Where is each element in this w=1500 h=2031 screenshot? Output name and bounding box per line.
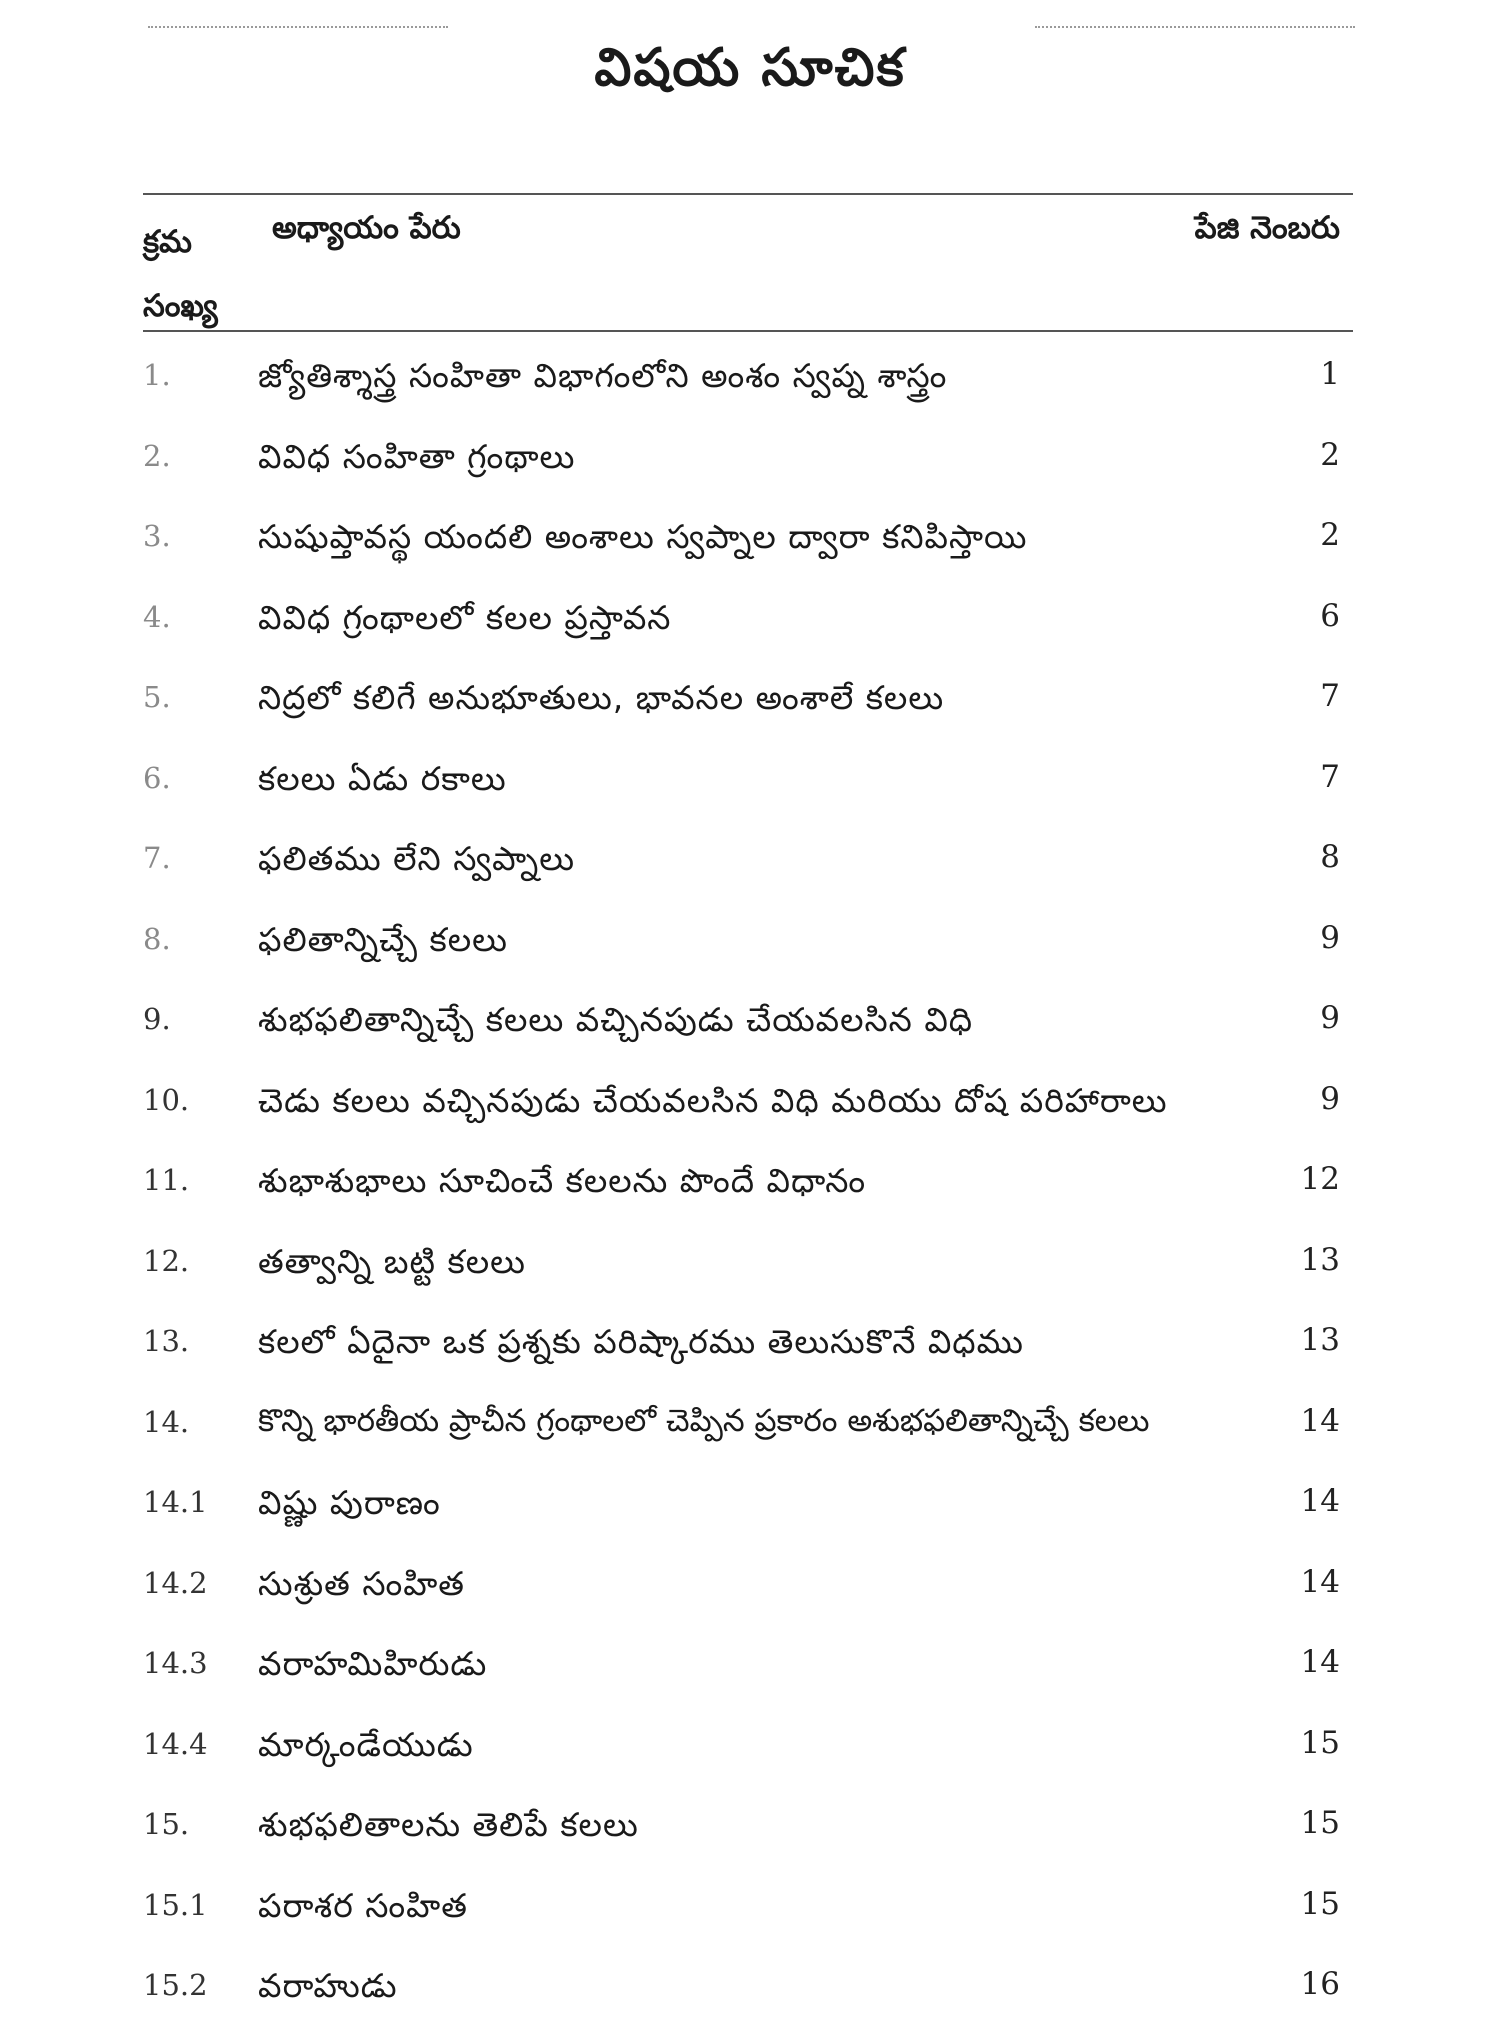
toc-number: 7.: [143, 841, 171, 875]
toc-title: శుభఫలితాన్నిచ్చే కలలు వచ్చినపుడు చేయవలసిన విధి: [258, 1000, 974, 1039]
toc-page: 9: [1320, 919, 1340, 956]
toc-number: 10.: [143, 1082, 190, 1117]
toc-page: 9: [1320, 1080, 1340, 1117]
toc-number: 12.: [143, 1243, 190, 1278]
toc-title: వరాహమిహిరుడు: [258, 1644, 488, 1683]
toc-title: సుషుప్తావస్థ యందలి అంశాలు స్వప్నాల ద్వారా కనిపిస్తాయి: [258, 517, 1028, 556]
toc-page: 6: [1320, 597, 1340, 634]
toc-row: [0, 1145, 1500, 1226]
toc-number: 14.: [143, 1404, 190, 1439]
toc-number: 1.: [143, 358, 171, 392]
toc-page: 13: [1300, 1322, 1340, 1358]
chapter-name-header: అధ్యాయం పేరు: [272, 210, 461, 246]
toc-page: 15: [1300, 1805, 1340, 1841]
toc-row: [0, 1306, 1500, 1387]
toc-title: విష్ణు పురాణం: [258, 1483, 441, 1522]
toc-number: 6.: [143, 760, 171, 795]
page-number-header: పేజి నెంబరు: [1194, 210, 1340, 246]
table-of-contents: [0, 340, 1500, 2031]
serial-number-header: [143, 210, 233, 338]
toc-row: [0, 1387, 1500, 1468]
toc-title: సుశ్రుత సంహిత: [258, 1563, 465, 1603]
toc-page: 9: [1320, 1000, 1340, 1036]
toc-row: [0, 1226, 1500, 1307]
toc-row: [0, 582, 1500, 663]
table-top-rule: [143, 193, 1353, 195]
header-dotted-line-right: [1035, 26, 1355, 28]
toc-number: 15.: [143, 1807, 190, 1841]
toc-row: [0, 823, 1500, 904]
toc-title: నిద్రలో కలిగే అనుభూతులు, భావనల అంశాలే కలలు: [258, 678, 945, 717]
toc-page: 13: [1300, 1241, 1340, 1278]
toc-row: [0, 1870, 1500, 1951]
toc-number: 14.2: [143, 1565, 208, 1600]
toc-title: వివిధ సంహితా గ్రంథాలు: [258, 436, 576, 476]
toc-title: ఫలితము లేని స్వప్నాలు: [258, 839, 576, 878]
toc-row: [0, 1709, 1500, 1790]
toc-page: 7: [1320, 678, 1340, 714]
table-header-rule: [143, 330, 1353, 332]
toc-page: 8: [1320, 839, 1340, 875]
toc-number: 15.2: [143, 1968, 208, 2002]
toc-number: 11.: [143, 1163, 190, 1197]
toc-title: కొన్ని భారతీయ ప్రాచీన గ్రంథాలలో చెప్పిన ప్రకారం అశుభఫలితాన్నిచ్చే కలలు: [258, 1402, 1150, 1439]
toc-row: [0, 1548, 1500, 1629]
toc-row: [0, 340, 1500, 421]
toc-title: కలలో ఏదైనా ఒక ప్రశ్నకు పరిష్కారము తెలుసుకొనే విధము: [258, 1322, 1024, 1361]
toc-number: 15.1: [143, 1887, 208, 1922]
toc-title: కలలు ఏడు రకాలు: [258, 758, 507, 798]
toc-page: 14: [1300, 1563, 1340, 1600]
toc-row: [0, 1467, 1500, 1548]
toc-title: పరాశర సంహిత: [258, 1885, 468, 1925]
toc-page: 14: [1300, 1644, 1340, 1680]
toc-number: 13.: [143, 1324, 190, 1358]
toc-title: వరాహుడు: [258, 1966, 398, 2005]
toc-page: 1: [1320, 356, 1340, 392]
toc-row: [0, 1950, 1500, 2031]
toc-number: 14.3: [143, 1646, 208, 1680]
toc-title: మార్కండేయుడు: [258, 1724, 474, 1764]
toc-title: తత్వాన్ని బట్టి కలలు: [258, 1241, 526, 1281]
toc-number: 2.: [143, 438, 171, 473]
toc-title: శుభాశుభాలు సూచించే కలలను పొందే విధానం: [258, 1161, 867, 1200]
toc-row: [0, 1789, 1500, 1870]
toc-row: [0, 1065, 1500, 1146]
toc-page: 12: [1300, 1161, 1340, 1197]
toc-page: 15: [1300, 1885, 1340, 1922]
toc-title: ఫలితాన్నిచ్చే కలలు: [258, 919, 508, 959]
toc-title: వివిధ గ్రంథాలలో కలల ప్రస్తావన: [258, 597, 672, 637]
toc-page: 14: [1300, 1402, 1340, 1439]
toc-number: 9.: [143, 1002, 171, 1036]
toc-page: 2: [1320, 517, 1340, 553]
toc-number: 3.: [143, 519, 171, 553]
toc-title: చెడు కలలు వచ్చినపుడు చేయవలసిన విధి మరియు దోష పరిహారాలు: [258, 1080, 1168, 1120]
header-dotted-line-left: [148, 26, 448, 28]
toc-row: [0, 743, 1500, 824]
toc-title: శుభఫలితాలను తెలిపే కలలు: [258, 1805, 639, 1844]
serial-header-line2: సంఖ్య: [143, 288, 218, 324]
toc-row: [0, 984, 1500, 1065]
toc-number: 5.: [143, 680, 171, 714]
toc-title: జ్యోతిశ్శాస్త్ర సంహితా విభాగంలోని అంశం స్వప్న శాస్త్రం: [258, 356, 948, 395]
toc-number: 4.: [143, 599, 171, 634]
toc-page: 15: [1300, 1724, 1340, 1761]
toc-page: 16: [1300, 1966, 1340, 2002]
toc-row: [0, 501, 1500, 582]
toc-page: 14: [1300, 1483, 1340, 1519]
toc-page: 7: [1320, 758, 1340, 795]
toc-number: 14.1: [143, 1485, 208, 1519]
toc-row: [0, 662, 1500, 743]
page-title: విషయ సూచిక: [594, 38, 906, 98]
toc-row: [0, 1628, 1500, 1709]
toc-number: 8.: [143, 921, 171, 956]
toc-number: 14.4: [143, 1726, 208, 1761]
toc-row: [0, 421, 1500, 502]
serial-header-line1: క్రమ: [143, 224, 192, 260]
toc-page: 2: [1320, 436, 1340, 473]
toc-row: [0, 904, 1500, 985]
